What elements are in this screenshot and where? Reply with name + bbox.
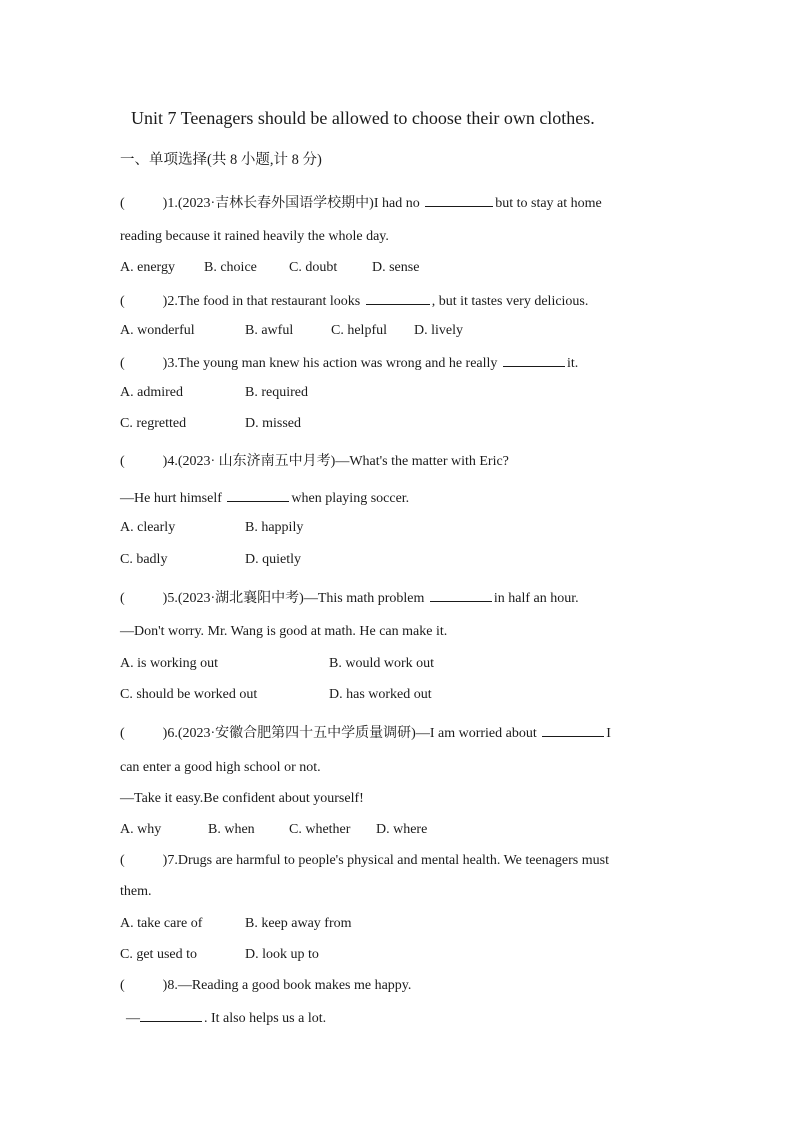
option-b: B. required — [245, 385, 308, 400]
page-title: Unit 7 Teenagers should be allowed to choose their own clothes. — [131, 108, 595, 128]
question-7-stem-line2: them. — [120, 884, 152, 899]
option-d: D. has worked out — [329, 687, 432, 702]
answer-blank — [227, 488, 289, 502]
answer-blank — [430, 588, 492, 602]
option-d: D. lively — [414, 323, 463, 338]
answer-blank — [542, 723, 604, 737]
answer-paren: ( ) — [120, 454, 168, 469]
option-a: A. take care of — [120, 916, 203, 931]
question-8-line2: — . It also helps us a lot. — [126, 1008, 326, 1028]
question-4-line2: —He hurt himself when playing soccer. — [120, 488, 409, 508]
option-d: D. where — [376, 822, 428, 837]
option-d: D. missed — [245, 416, 301, 431]
option-d: D. quietly — [245, 552, 301, 567]
answer-blank — [140, 1008, 202, 1022]
answer-paren: ( ) — [120, 356, 168, 371]
answer-paren: ( ) — [120, 591, 168, 606]
answer-paren: ( ) — [120, 978, 168, 993]
answer-blank — [366, 291, 430, 305]
answer-paren: ( ) — [120, 853, 168, 868]
question-5-stem: ( )5.(2023·湖北襄阳中考)—This math problem in half an hour. — [120, 588, 579, 608]
option-a: A. clearly — [120, 520, 176, 535]
option-c: C. whether — [289, 822, 351, 837]
question-6-stem: ( )6.(2023·安徽合肥第四十五中学质量调研)—I am worried about I — [120, 723, 611, 743]
option-b: B. choice — [204, 260, 257, 275]
answer-paren: ( ) — [120, 726, 168, 741]
section-heading: 一、单项选择(共 8 小题,计 8 分) — [120, 152, 322, 168]
question-7-stem: ( )7.Drugs are harmful to people's physical and mental health. We teenagers must — [120, 853, 609, 868]
option-b: B. would work out — [329, 656, 434, 671]
question-1-stem: ( )1.(2023·吉林长春外国语学校期中)I had no but to stay at home — [120, 193, 602, 213]
option-c: C. should be worked out — [120, 687, 258, 702]
question-2-stem: ( )2.The food in that restaurant looks , but it tastes very delicious. — [120, 291, 588, 311]
question-6-stem-line2: can enter a good high school or not. — [120, 760, 321, 775]
answer-paren: ( ) — [120, 196, 168, 211]
answer-blank — [425, 193, 493, 207]
option-c: C. helpful — [331, 323, 387, 338]
option-d: D. look up to — [245, 947, 319, 962]
option-a: A. wonderful — [120, 323, 195, 338]
question-6-line3: —Take it easy.Be confident about yourself! — [120, 791, 364, 806]
option-a: A. why — [120, 822, 162, 837]
option-c: C. regretted — [120, 416, 187, 431]
option-c: C. doubt — [289, 260, 338, 275]
option-c: C. badly — [120, 552, 168, 567]
answer-paren: ( ) — [120, 294, 168, 309]
option-b: B. happily — [245, 520, 304, 535]
question-1-stem-line2: reading because it rained heavily the whole day. — [120, 229, 389, 244]
option-a: A. energy — [120, 260, 175, 275]
question-3-stem: ( )3.The young man knew his action was wrong and he really it. — [120, 353, 578, 373]
question-5-line2: —Don't worry. Mr. Wang is good at math. He can make it. — [120, 624, 448, 639]
option-a: A. is working out — [120, 656, 218, 671]
option-b: B. awful — [245, 323, 294, 338]
question-8-stem: ( )8.—Reading a good book makes me happy. — [120, 978, 412, 993]
question-4-stem: ( )4.(2023· 山东济南五中月考)—What's the matter with Eric? — [120, 454, 509, 469]
option-a: A. admired — [120, 385, 183, 400]
option-b: B. keep away from — [245, 916, 352, 931]
option-c: C. get used to — [120, 947, 197, 962]
option-b: B. when — [208, 822, 255, 837]
option-d: D. sense — [372, 260, 420, 275]
answer-blank — [503, 353, 565, 367]
